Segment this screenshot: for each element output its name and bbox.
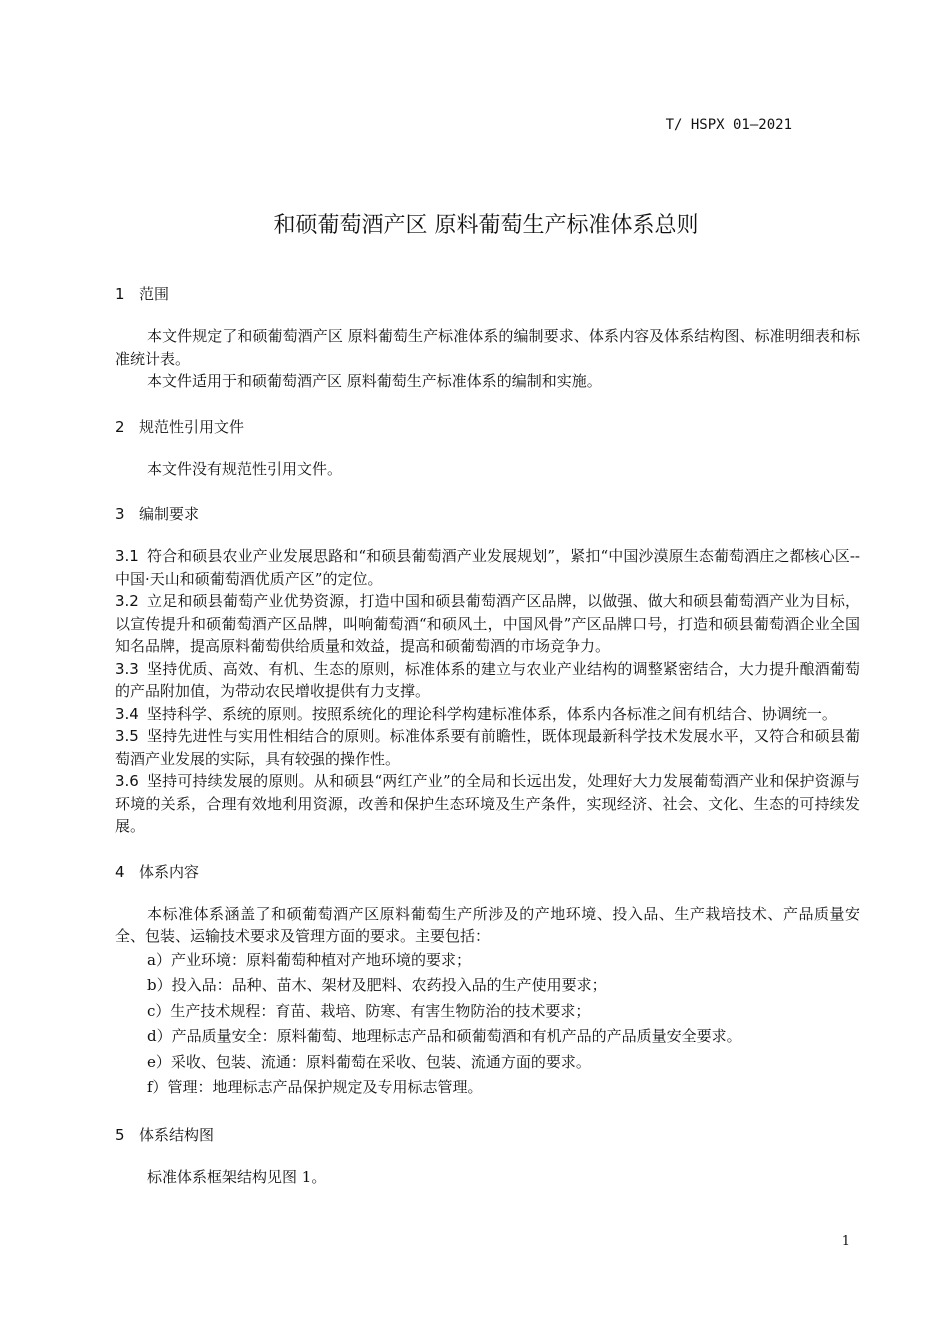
document-title: 和硕葡萄酒产区 原料葡萄生产标准体系总则 xyxy=(273,213,699,238)
section-number: 3 xyxy=(115,505,125,523)
paragraph: 本标准体系涵盖了和硕葡萄酒产区原料葡萄生产所涉及的产地环境、投入品、生产栽培技术、产品质量安全、包装、运输技术要求及管理方面的要求。主要包括： xyxy=(115,904,860,945)
clause-number: 3.1 xyxy=(115,547,139,565)
section-heading xyxy=(115,415,860,439)
section-number: 2 xyxy=(115,417,125,436)
paragraph: 本文件没有规范性引用文件。 xyxy=(147,459,343,478)
clause xyxy=(115,725,860,770)
clause xyxy=(115,770,860,838)
clause-number: 3.4 xyxy=(115,704,139,723)
clause-text: 坚持可持续发展的原则。从和硕县“两红产业”的全局和长远出发，处理好大力发展葡萄酒产业和保护资源与环境的关系，合理有效地利用资源，改善和保护生态环境及生产条件，实现经济、社会、文化、生态的可持续发展。 xyxy=(115,772,860,835)
section-heading xyxy=(115,1123,860,1147)
clause-number: 3.5 xyxy=(115,727,139,745)
clause-text: 坚持优质、高效、有机、生态的原则，标准体系的建立与农业产业结构的调整紧密结合，大力提升酿酒葡萄的产品附加值，为带动农民增收提供有力支撑。 xyxy=(115,659,860,700)
clause-number: 3.6 xyxy=(115,772,139,790)
paragraph: 本文件规定了和硕葡萄酒产区 原料葡萄生产标准体系的编制要求、体系内容及体系结构图、标准明细表和标准统计表。 xyxy=(115,327,860,368)
section-title: 体系结构图 xyxy=(139,1125,215,1144)
list-item: e）采收、包装、流通：原料葡萄在采收、包装、流通方面的要求。 xyxy=(147,1052,591,1071)
clause-number: 3.3 xyxy=(115,659,139,678)
paragraph: 标准体系框架结构见图 1。 xyxy=(147,1167,327,1186)
clause-text: 坚持科学、系统的原则。按照系统化的理论科学构建标准体系，体系内各标准之间有机结合、协调统一。 xyxy=(146,704,837,723)
list-item: c）生产技术规程：育苗、栽培、防寒、有害生物防治的技术要求； xyxy=(147,1001,591,1020)
clause xyxy=(115,703,860,726)
section-heading xyxy=(115,502,860,526)
section-title: 规范性引用文件 xyxy=(139,417,245,436)
section-title: 体系内容 xyxy=(139,862,200,881)
list-item: b）投入品：品种、苗木、架材及肥料、农药投入品的生产使用要求； xyxy=(147,976,607,994)
clause-text: 符合和硕县农业产业发展思路和“和硕县葡萄酒产业发展规划”，紧扣“中国沙漠原生态葡萄酒庄之都核心区--中国·天山和硕葡萄酒优质产区”的定位。 xyxy=(115,547,860,588)
clause-text: 坚持先进性与实用性相结合的原则。标准体系要有前瞻性，既体现最新科学技术发展水平，又符合和硕县葡萄酒产业发展的实际，具有较强的操作性。 xyxy=(115,727,860,768)
section-heading xyxy=(115,282,860,306)
document-body xyxy=(115,282,860,1188)
clause xyxy=(115,590,860,658)
clause-text: 立足和硕县葡萄产业优势资源，打造中国和硕县葡萄酒产区品牌，以做强、做大和硕县葡萄酒产业为目标，以宣传提升和硕葡萄酒产区品牌，叫响葡萄酒“和硕风土，中国风骨”产区品牌口号，打造和硕县葡萄酒企业全国知名品牌，提高原料葡萄供给质量和效益，提高和硕葡萄酒的市场竞争力。 xyxy=(115,592,860,655)
paragraph: 本文件适用于和硕葡萄酒产区 原料葡萄生产标准体系的编制和实施。 xyxy=(147,372,602,390)
section-number: 1 xyxy=(115,285,125,303)
list-item: f）管理：地理标志产品保护规定及专用标志管理。 xyxy=(147,1078,483,1096)
list-item: d）产品质量安全：原料葡萄、地理标志产品和硕葡萄酒和有机产品的产品质量安全要求。 xyxy=(147,1027,742,1045)
section-number: 5 xyxy=(115,1125,125,1144)
section-title: 编制要求 xyxy=(139,505,200,523)
clause xyxy=(115,545,860,590)
section-title: 范围 xyxy=(139,285,170,303)
clause-number: 3.2 xyxy=(115,592,139,610)
standard-number: T/ HSPX 01—2021 xyxy=(665,117,792,133)
section-heading xyxy=(115,860,860,884)
clause xyxy=(115,658,860,703)
section-number: 4 xyxy=(115,862,125,881)
list-item: a）产业环境：原料葡萄种植对产地环境的要求； xyxy=(147,950,471,969)
page-number: 1 xyxy=(841,1234,850,1249)
